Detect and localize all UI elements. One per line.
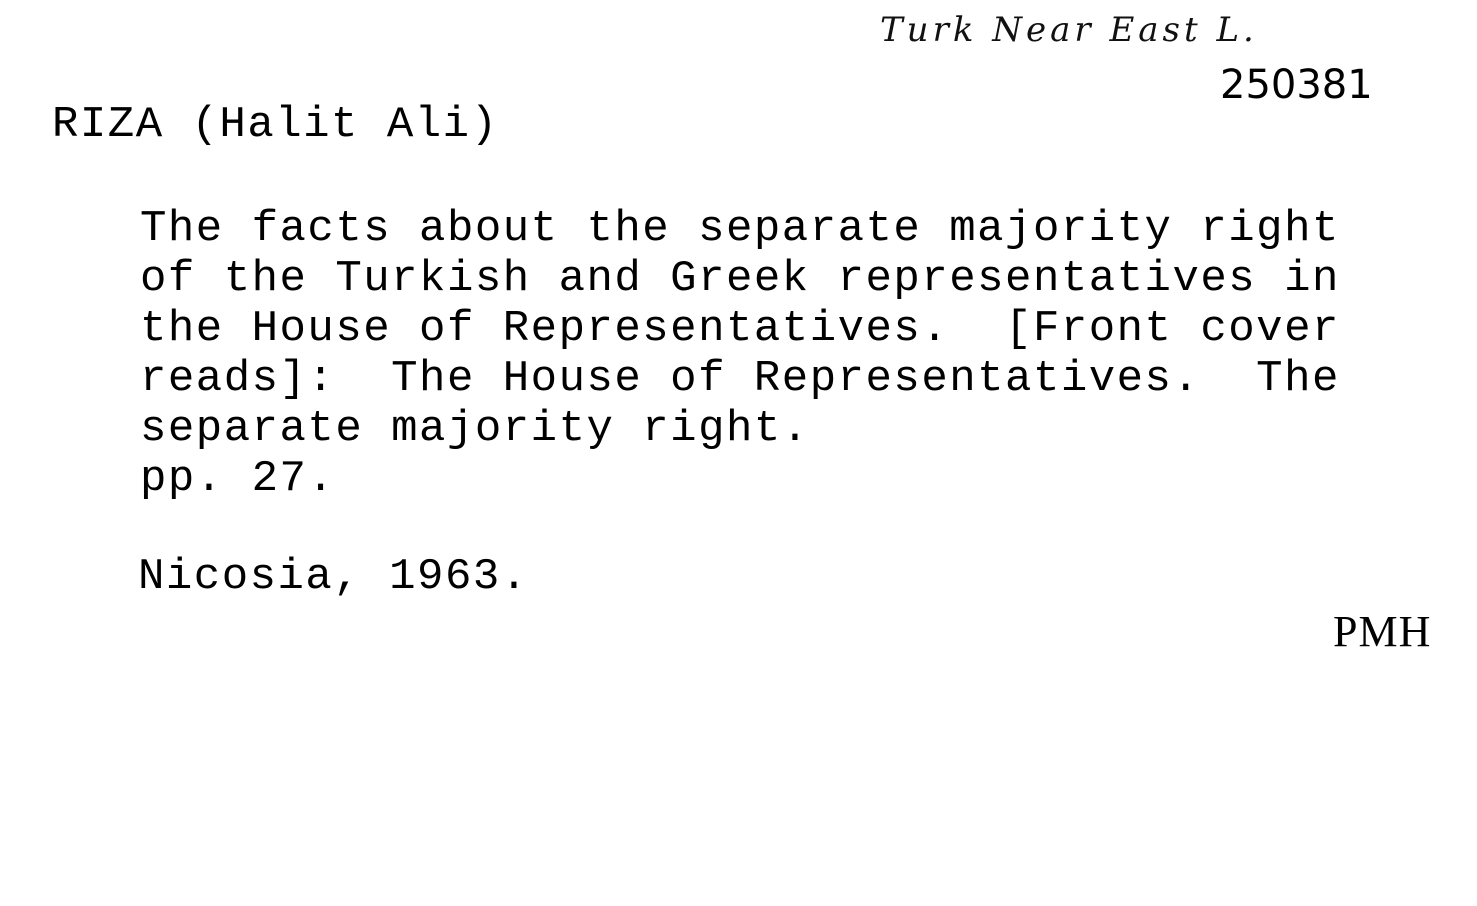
accession-number: 250381 <box>1220 62 1373 108</box>
cataloger-initials: PMH <box>1333 607 1432 656</box>
pagination: pp. 27. <box>140 454 336 504</box>
title-line: The facts about the separate majority right <box>140 204 1340 254</box>
title-line: the House of Representatives. [Front cover <box>140 304 1340 354</box>
imprint: Nicosia, 1963. <box>138 552 529 602</box>
author-heading: RIZA (Halit Ali) <box>52 100 499 150</box>
title-line: of the Turkish and Greek representatives in <box>140 254 1340 304</box>
title-line: separate majority right. <box>140 404 810 454</box>
title-line: reads]: The House of Representatives. The <box>140 354 1340 404</box>
title-block <box>140 204 1340 504</box>
handwritten-annotation: Turk Near East L. <box>880 10 1258 50</box>
